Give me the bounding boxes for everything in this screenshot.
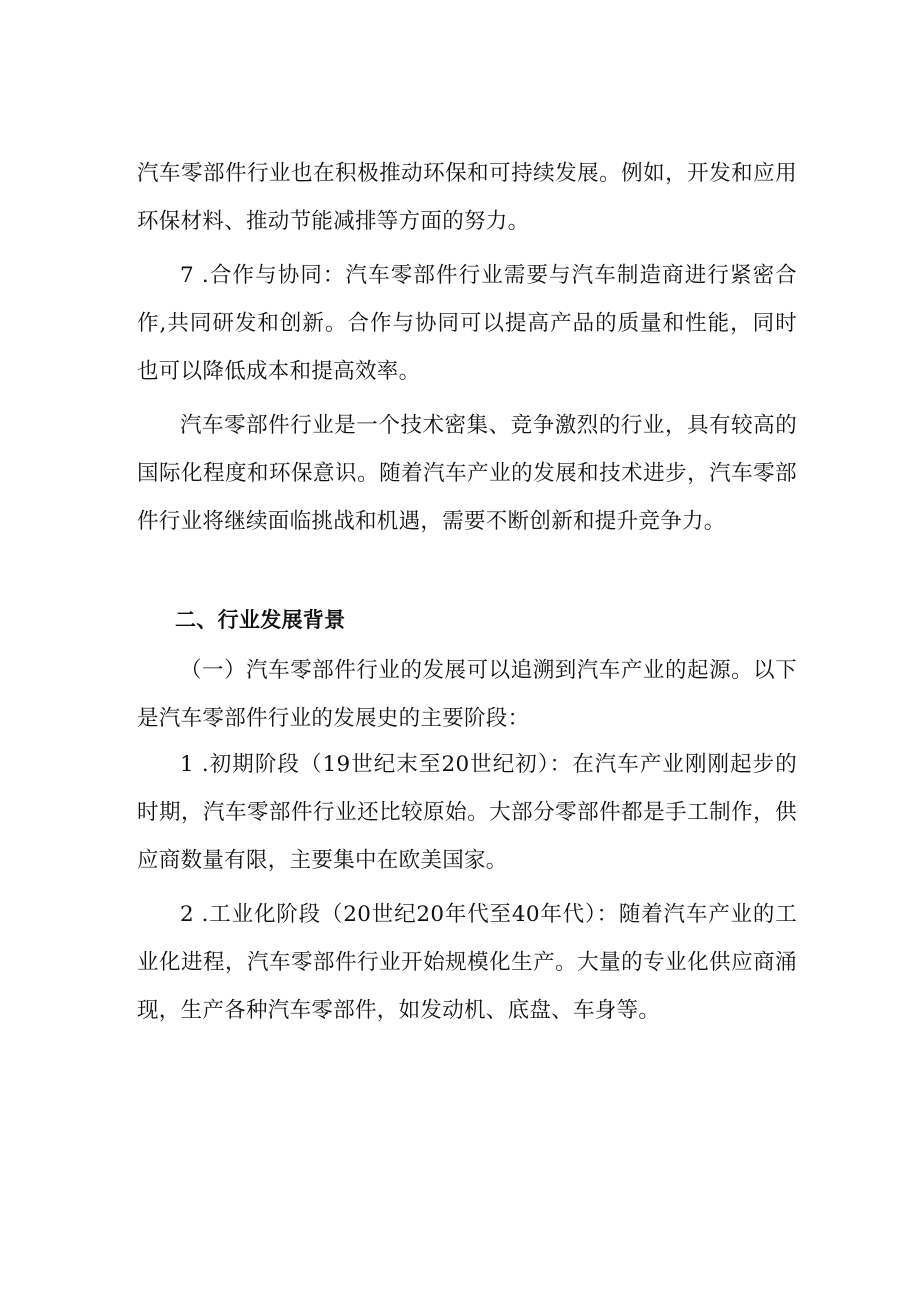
paragraph-history-intro: （一）汽车零部件行业的发展可以追溯到汽车产业的起源。以下是汽车零部件行业的发展史的主要阶段：	[137, 658, 797, 731]
paragraph-industry-summary: 汽车零部件行业是一个技术密集、竞争激烈的行业，具有较高的国际化程度和环保意识。随着汽车产业的发展和技术进步，汽车零部件行业将继续面临挑战和机遇，需要不断创新和提升竞争力。	[137, 413, 797, 534]
paragraph-industrialization-stage: 2 .工业化阶段（20世纪20年代至40年代）：随着汽车产业的工业化进程，汽车零部件行业开始规模化生产。大量的专业化供应商涌现，生产各种汽车零部件，如发动机、底盘、车身等。	[137, 902, 797, 1023]
paragraph-early-stage: 1 .初期阶段（19世纪末至20世纪初）：在汽车产业刚刚起步的时期，汽车零部件行业还比较原始。大部分零部件都是手工制作，供应商数量有限，主要集中在欧美国家。	[137, 752, 797, 873]
section-heading-industry-background: 二、行业发展背景	[175, 608, 346, 632]
paragraph-cooperation-and-coordination: 7 .合作与协同：汽车零部件行业需要与汽车制造商进行紧密合作,共同研发和创新。合作与协同可以提高产品的质量和性能，同时也可以降低成本和提高效率。	[137, 263, 797, 384]
paragraph-environmental-development: 汽车零部件行业也在积极推动环保和可持续发展。例如，开发和应用环保材料、推动节能减排等方面的努力。	[137, 161, 797, 234]
